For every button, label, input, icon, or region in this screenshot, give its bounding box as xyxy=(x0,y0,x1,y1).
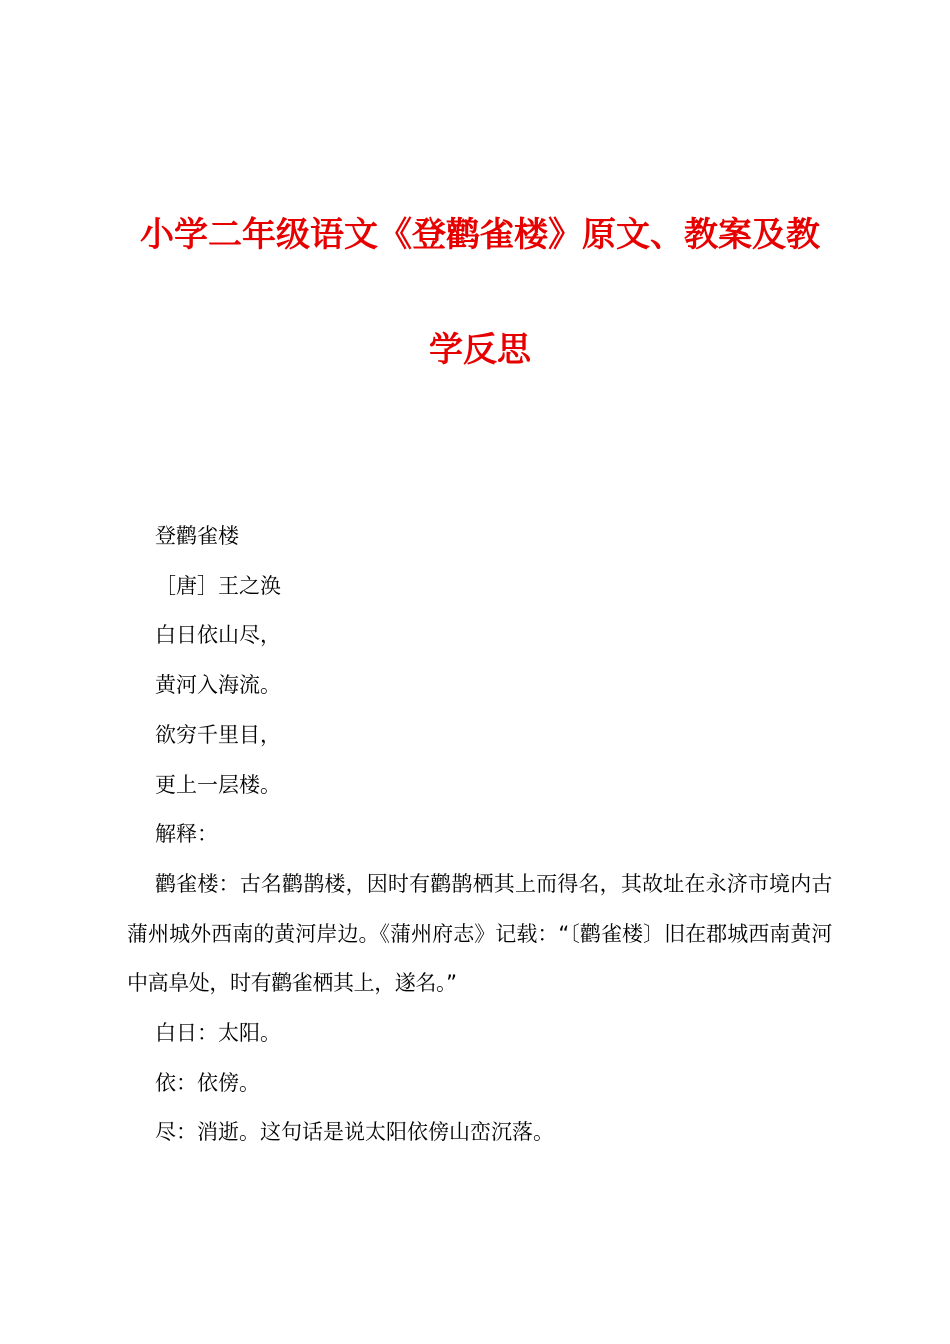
explanation-bairi: 白日：太阳。 xyxy=(155,1021,281,1046)
poem-line-2: 黄河入海流。 xyxy=(155,673,281,698)
poem-line-4: 更上一层楼。 xyxy=(155,772,281,797)
poem-author: ［唐］王之涣 xyxy=(155,573,281,598)
explanation-heading: 解释： xyxy=(155,822,218,847)
document-title-line-1: 小学二年级语文《登鹳雀楼》原文、教案及教 xyxy=(140,215,820,255)
document-title-line-2: 学反思 xyxy=(429,330,531,370)
poem-line-3: 欲穷千里目， xyxy=(155,722,281,747)
poem-title: 登鹳雀楼 xyxy=(155,524,239,548)
explanation-yi: 依：依傍。 xyxy=(155,1070,260,1095)
explanation-guanquelou: 鹳雀楼：古名鹳鹊楼，因时有鹳鹊栖其上而得名，其故址在永济市境内古蒲州城外西南的黄河岸边。《蒲州府志》记载：“〔鹳雀楼〕旧在郡城西南黄河中高阜处，时有鹳雀栖其上，遂名。” xyxy=(127,871,832,996)
explanation-jin: 尽：消逝。这句话是说太阳依傍山峦沉落。 xyxy=(155,1120,554,1145)
document-body xyxy=(127,512,832,1158)
poem-line-1: 白日依山尽， xyxy=(155,623,281,648)
